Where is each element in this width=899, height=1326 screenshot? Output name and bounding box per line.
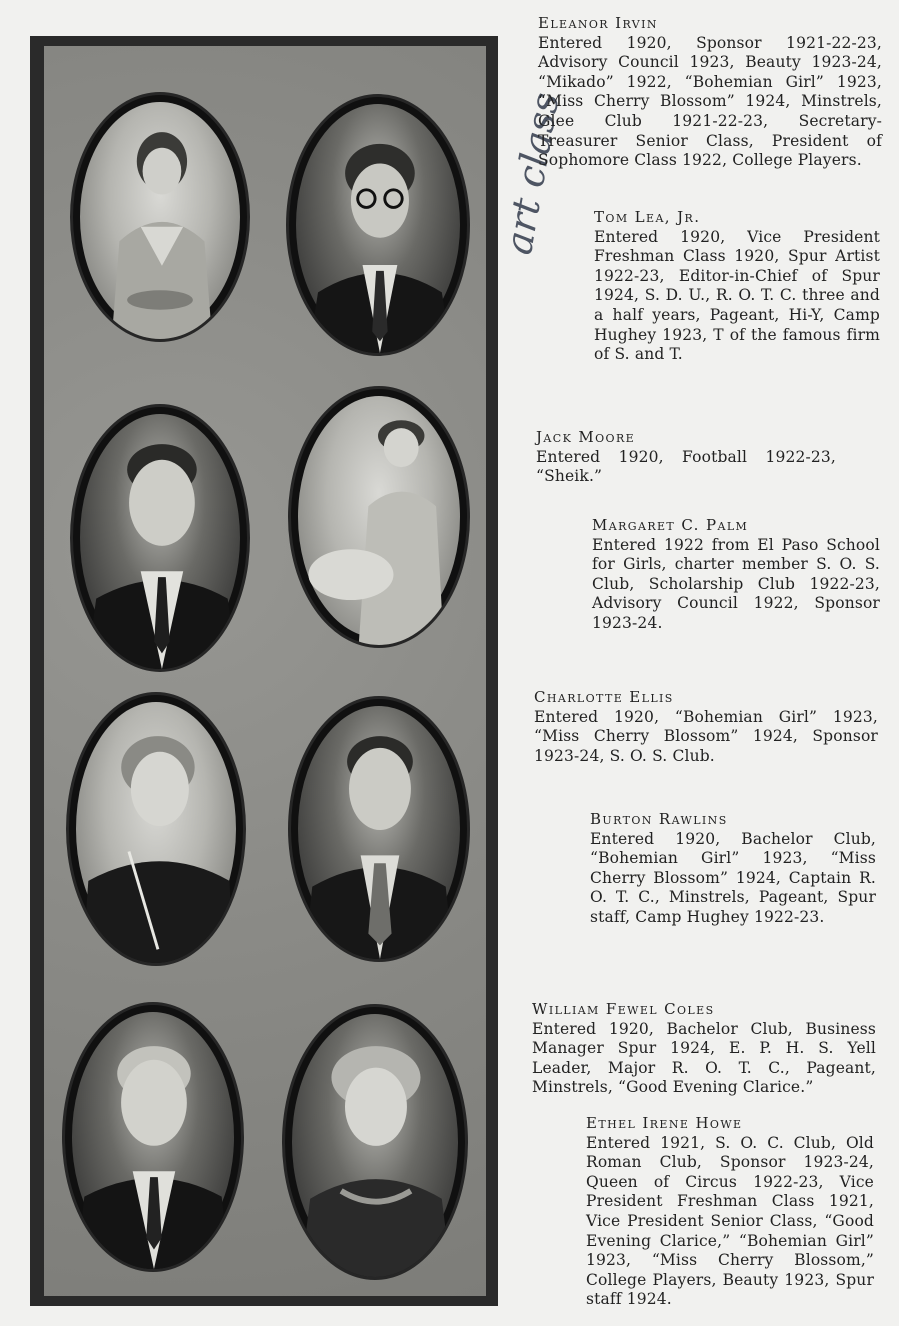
student-name: Jack Moore bbox=[536, 428, 636, 446]
bio-margaret-palm bbox=[592, 516, 880, 634]
woman-portrait-icon bbox=[291, 389, 467, 645]
portrait-jack-moore bbox=[70, 404, 250, 672]
student-activities: Entered 1921, S. O. C. Club, Old Roman Club, Sponsor 1923-24, Queen of Circus 1922-23, Vice President Freshman Class 1921, Vice President Senior Class, “Good Evening Clarice,” “Bohemian Girl” 1923, “Miss Cherry Blossom,” College Players, Beauty 1923, Spur staff 1924. bbox=[586, 1133, 874, 1309]
woman-portrait-icon bbox=[285, 1007, 465, 1277]
student-name: Ethel Irene Howe bbox=[586, 1114, 743, 1132]
portrait-william-coles bbox=[62, 1002, 244, 1272]
handwritten-annotation-text: art class bbox=[496, 89, 568, 258]
man-portrait-icon bbox=[291, 699, 467, 959]
man-portrait-icon bbox=[65, 1005, 241, 1269]
bio-burton-rawlins bbox=[590, 810, 876, 928]
student-name: Eleanor Irvin bbox=[538, 14, 658, 32]
woman-portrait-icon bbox=[69, 695, 243, 963]
bio-charlotte-ellis bbox=[534, 688, 878, 766]
student-name: Burton Rawlins bbox=[590, 810, 728, 828]
student-activities: Entered 1922 from El Paso School for Girls, charter member S. O. S. Club, Scholarship Club 1922-23, Advisory Council 1922, Sponsor 1923-24. bbox=[592, 535, 880, 632]
student-name: Charlotte Ellis bbox=[534, 688, 674, 706]
student-name: William Fewel Coles bbox=[532, 1000, 715, 1018]
portrait-burton-rawlins bbox=[288, 696, 470, 962]
student-activities: Entered 1920, Bachelor Club, Business Manager Spur 1924, E. P. H. S. Yell Leader, Major R. O. T. C., Pageant, Minstrels, “Good Evening Clarice.” bbox=[532, 1019, 876, 1097]
bio-ethel-howe bbox=[586, 1114, 874, 1310]
student-activities: Entered 1920, Bachelor Club, “Bohemian Girl” 1923, “Miss Cherry Blossom” 1924, Captain R. O. T. C., Minstrels, Pageant, Spur staff, Camp Hughey 1922-23. bbox=[590, 829, 876, 926]
student-activities: Entered 1920, “Bohemian Girl” 1923, “Miss Cherry Blossom” 1924, Sponsor 1923-24, S. O. S. Club. bbox=[534, 707, 878, 765]
portrait-panel bbox=[30, 36, 498, 1306]
student-name: Margaret C. Palm bbox=[592, 516, 749, 534]
man-portrait-icon bbox=[73, 407, 247, 669]
student-activities: Entered 1920, Sponsor 1921-22-23, Advisory Council 1923, Beauty 1923-24, “Mikado” 1922, “Bohemian Girl” 1923, “Miss Cherry Blossom” 1924, Minstrels, Glee Club 1921-22-23, Secretary-Treasurer Senior Class, President of Sophomore Class 1922, College Players. bbox=[538, 33, 882, 170]
portrait-eleanor-irvin bbox=[70, 92, 250, 342]
woman-portrait-icon bbox=[73, 95, 247, 339]
bio-eleanor-irvin bbox=[538, 14, 882, 171]
student-activities: Entered 1920, Football 1922-23, “Sheik.” bbox=[536, 447, 836, 486]
bio-jack-moore bbox=[536, 428, 836, 487]
bio-tom-lea bbox=[594, 208, 880, 365]
student-name: Tom Lea, Jr. bbox=[594, 208, 701, 226]
portrait-tom-lea bbox=[286, 94, 470, 356]
bio-william-coles bbox=[532, 1000, 876, 1098]
portrait-charlotte-ellis bbox=[66, 692, 246, 966]
student-activities: Entered 1920, Vice President Freshman Class 1920, Spur Artist 1922-23, Editor-in-Chief of Spur 1924, S. D. U., R. O. T. C. three and a half years, Pageant, Hi-Y, Camp Hughey 1923, T of the famous firm of S. and T. bbox=[594, 227, 880, 364]
portrait-margaret-palm bbox=[288, 386, 470, 648]
man-portrait-icon bbox=[289, 97, 467, 353]
portrait-ethel-howe bbox=[282, 1004, 468, 1280]
